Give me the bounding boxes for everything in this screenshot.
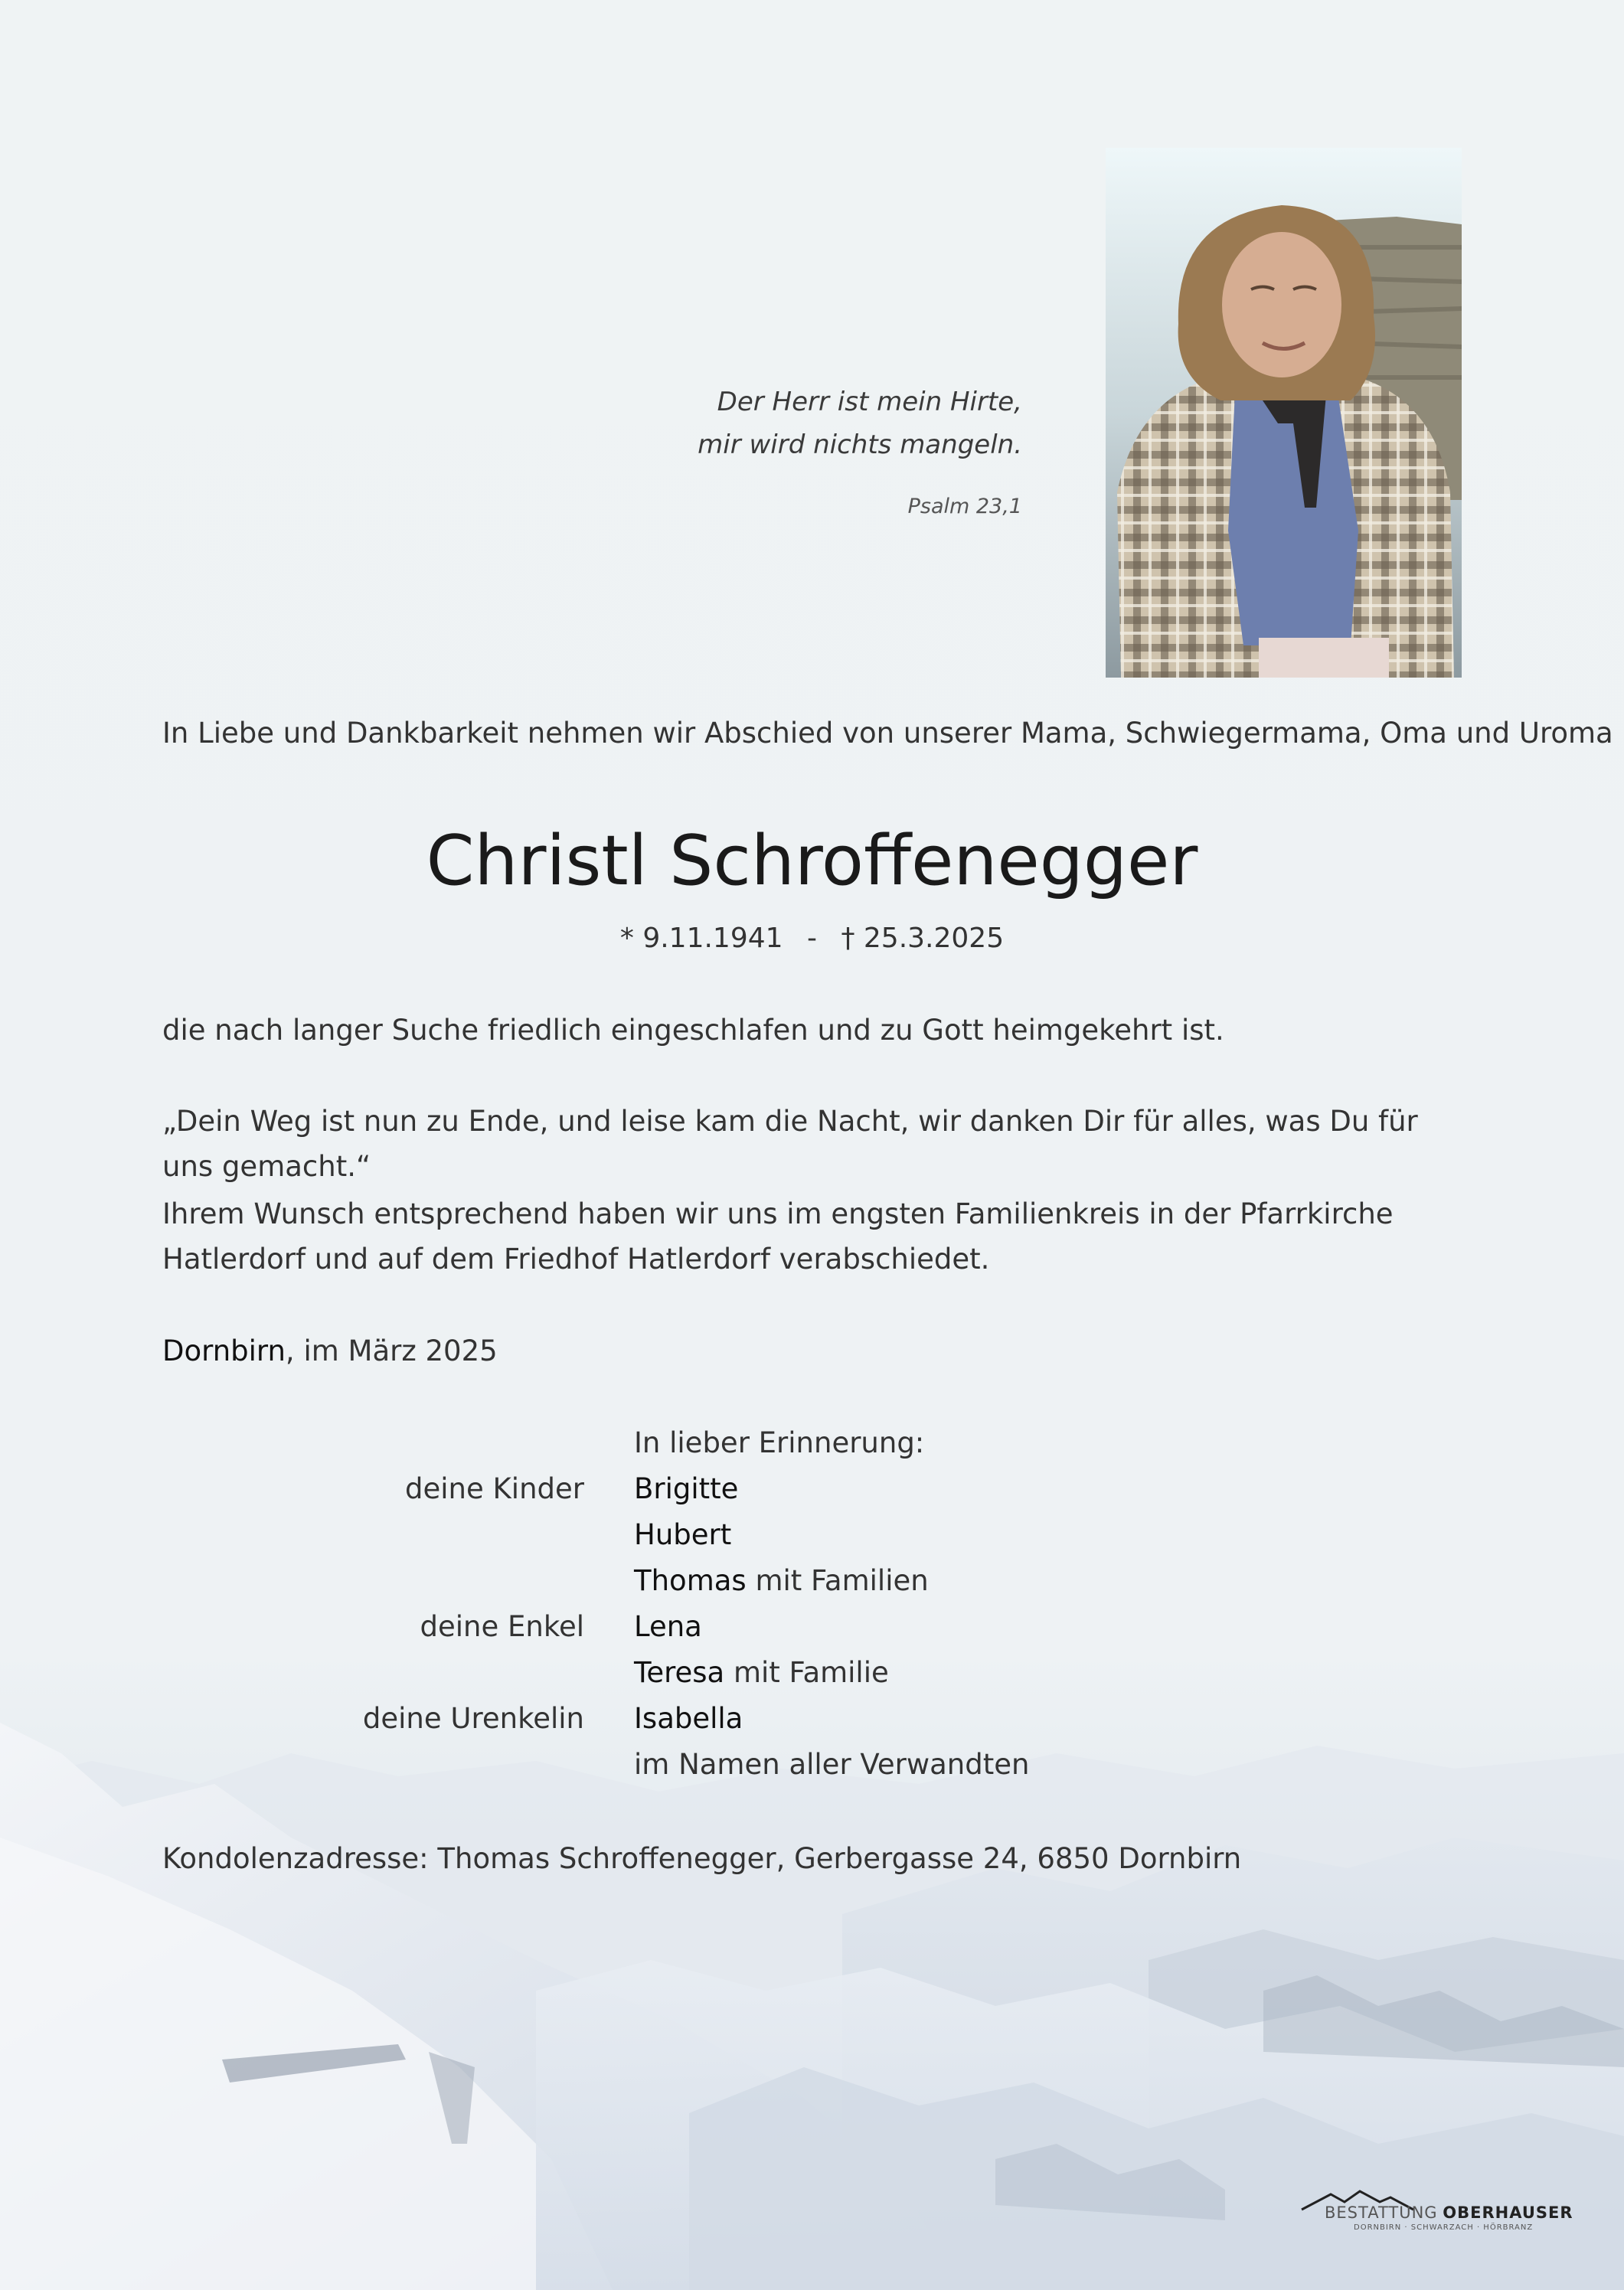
family-name: Isabella [634, 1702, 743, 1735]
portrait-photo [1106, 148, 1462, 678]
family-row [0, 1650, 1624, 1696]
bible-verse-line-2: mir wird nichts mangeln. [698, 430, 1022, 460]
family-name: Hubert [634, 1518, 732, 1551]
family-row [0, 1466, 1624, 1512]
bible-verse [698, 381, 1022, 466]
family-name: Teresa [634, 1656, 725, 1689]
family-name: Thomas [634, 1564, 747, 1597]
family-name: Brigitte [634, 1472, 739, 1505]
place-rest: , im März 2025 [285, 1334, 498, 1367]
condolence-address: Kondolenzadresse: Thomas Schroffenegger, Gerbergasse 24, 6850 Dornbirn [162, 1842, 1242, 1875]
logo-word-1: BESTATTUNG [1325, 2203, 1438, 2222]
paragraph-3: Ihrem Wunsch entsprechend haben wir uns im engsten Familienkreis in der Pfarrkirche Hatlerdorf und auf dem Friedhof Hatlerdorf verabschiedet. [162, 1197, 1394, 1276]
family-row [0, 1696, 1624, 1742]
life-dates [0, 917, 1624, 960]
bible-verse-source: Psalm 23,1 [907, 495, 1022, 518]
family-suffix: mit Familie [724, 1656, 889, 1689]
family-row [0, 1604, 1624, 1650]
intro-text: In Liebe und Dankbarkeit nehmen wir Abschied von unserer Mama, Schwiegermama, Oma und Uroma [162, 717, 1613, 750]
place-date [162, 1328, 498, 1374]
family-row [0, 1512, 1624, 1558]
death-date: † 25.3.2025 [841, 923, 1005, 954]
place-city: Dornbirn [162, 1334, 286, 1367]
birth-date: * 9.11.1941 [619, 923, 783, 954]
family-suffix: mit Familien [746, 1564, 929, 1597]
family-heading-row [0, 1420, 1624, 1466]
paragraph-quote: „Dein Weg ist nun zu Ende, und leise kam die Nacht, wir danken Dir für alles, was Du für uns gemacht.“ [162, 1105, 1418, 1183]
family-row [0, 1558, 1624, 1604]
family-label: deine Kinder [405, 1472, 584, 1505]
bible-verse-line-1: Der Herr ist mein Hirte, [717, 387, 1022, 417]
family-name: Lena [634, 1610, 702, 1643]
family-heading: In lieber Erinnerung: [634, 1426, 925, 1459]
logo-wordmark [1325, 2203, 1573, 2222]
funeral-home-logo [1300, 2188, 1573, 2234]
family-label: deine Enkel [420, 1610, 584, 1643]
deceased-name: Christl Schroffenegger [426, 821, 1198, 901]
date-separator: - [807, 923, 817, 954]
logo-word-2: OBERHAUSER [1443, 2203, 1573, 2222]
family-label: deine Urenkelin [362, 1702, 584, 1735]
paragraph-1: die nach langer Suche friedlich eingeschlafen und zu Gott heimgekehrt ist. [162, 1014, 1224, 1047]
logo-locations: DORNBIRN · SCHWARZACH · HÖRBRANZ [1354, 2223, 1534, 2232]
family-row [0, 1742, 1624, 1788]
family-suffix: im Namen aller Verwandten [634, 1748, 1030, 1781]
